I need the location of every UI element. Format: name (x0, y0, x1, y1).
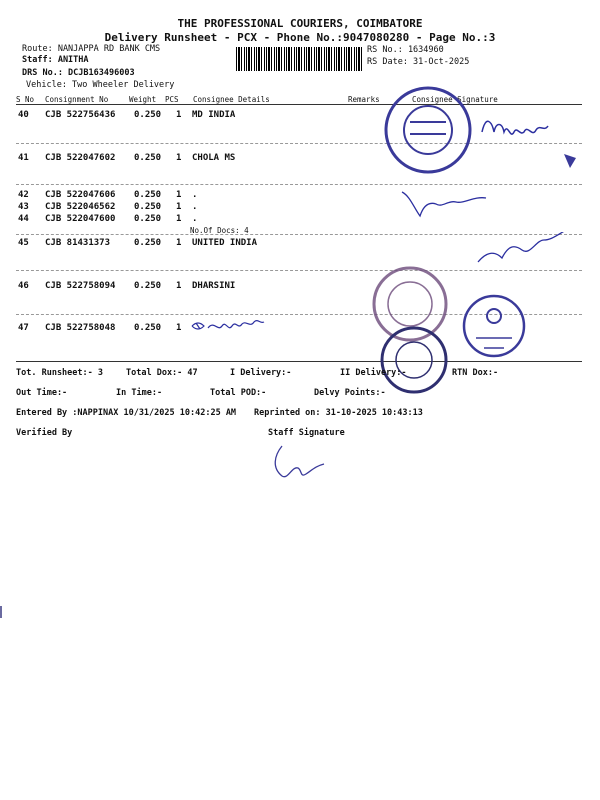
in-time: In Time:- (116, 388, 163, 398)
round-stamp (376, 322, 456, 402)
col-consignment: Consignment No (45, 95, 109, 104)
drs-label: DRS No.: DCJB163496003 (22, 68, 135, 78)
signature-rows-42-44 (396, 184, 506, 224)
delvy-points: Delvy Points:- (314, 388, 386, 398)
barcode (236, 47, 362, 71)
signature-row-40 (478, 112, 558, 142)
row-consignee: . (192, 214, 198, 224)
staff-label: Staff: ANITHA (22, 55, 89, 65)
rs-no: RS No.: 1634960 (367, 45, 444, 55)
bank-stamp (456, 288, 536, 368)
row-consignee: DHARSINI (192, 281, 236, 291)
row-sno: 46 (18, 281, 29, 291)
entered-by: Entered By :NAPPINAX 10/31/2025 10:42:25 AM (16, 408, 237, 418)
row-sno: 40 (18, 110, 29, 120)
row-weight: 0.250 (134, 238, 162, 248)
row-sno: 41 (18, 153, 29, 163)
scan-mark (0, 606, 2, 618)
row-pcs: 1 (176, 281, 182, 291)
md-india-stamp (380, 82, 480, 182)
row-weight: 0.250 (134, 190, 162, 200)
row-consignment: CJB 522756436 (45, 110, 116, 120)
row-pcs: 1 (176, 153, 182, 163)
row-consignment: CJB 522758048 (45, 323, 116, 333)
row-pcs: 1 (176, 214, 182, 224)
row-sno: 43 (18, 202, 29, 212)
row-sno: 47 (18, 323, 29, 333)
row-pcs: 1 (176, 323, 182, 333)
col-weight: Weight (129, 95, 157, 104)
verified-by: Verified By (16, 428, 73, 438)
ink-mark (560, 150, 584, 170)
handwritten-note (188, 318, 288, 338)
col-sno: S No (16, 95, 35, 104)
row-consignee: . (192, 190, 198, 200)
row-consignment: CJB 522047600 (45, 214, 116, 224)
vehicle-label: Vehicle: Two Wheeler Delivery (26, 80, 175, 90)
staff-signature (268, 440, 338, 485)
row-weight: 0.250 (134, 214, 162, 224)
row-pcs: 1 (176, 110, 182, 120)
company-title: THE PROFESSIONAL COURIERS, COIMBATORE (177, 17, 423, 30)
row-pcs: 1 (176, 202, 182, 212)
total-dox: Total Dox:- 47 (126, 368, 198, 378)
signature-row-45 (474, 232, 584, 282)
runsheet-subtitle: Delivery Runsheet - PCX - Phone No.:9047080280 - Page No.:3 (104, 31, 496, 44)
row-consignment: CJB 522047602 (45, 153, 116, 163)
i-delivery: I Delivery:- (230, 368, 292, 378)
col-signature: Consignee Signature (412, 95, 498, 104)
route-label: Route: NANJAPPA RD BANK CMS (22, 44, 161, 54)
row-weight: 0.250 (134, 281, 162, 291)
row-weight: 0.250 (134, 323, 162, 333)
ii-delivery: II Delivery:- (340, 368, 407, 378)
rtn-dox: RTN Dox:- (452, 368, 499, 378)
rs-date: RS Date: 31-Oct-2025 (367, 57, 470, 67)
row-pcs: 1 (176, 238, 182, 248)
tot-runsheet: Tot. Runsheet:- 3 (16, 368, 103, 378)
row-weight: 0.250 (134, 110, 162, 120)
row-consignee: CHOLA MS (192, 153, 236, 163)
col-pcs: PCS (165, 95, 179, 104)
row-sno: 44 (18, 214, 29, 224)
total-pod: Total POD:- (210, 388, 267, 398)
row-consignment: CJB 522046562 (45, 202, 116, 212)
row-weight: 0.250 (134, 153, 162, 163)
col-remarks: Remarks (348, 95, 380, 104)
row-consignment: CJB 522758094 (45, 281, 116, 291)
row-pcs: 1 (176, 190, 182, 200)
row-sno: 42 (18, 190, 29, 200)
row-consignment: CJB 522047606 (45, 190, 116, 200)
row-consignee: . (192, 202, 198, 212)
row-sno: 45 (18, 238, 29, 248)
no-of-docs: No.Of Docs: 4 (190, 226, 249, 235)
row-consignee: UNITED INDIA (192, 238, 258, 248)
out-time: Out Time:- (16, 388, 68, 398)
row-consignment: CJB 81431373 (45, 238, 111, 248)
col-consignee: Consignee Details (193, 95, 270, 104)
reprinted-on: Reprinted on: 31-10-2025 10:43:13 (254, 408, 423, 418)
row-weight: 0.250 (134, 202, 162, 212)
row-divider (16, 143, 582, 144)
row-consignee: MD INDIA (192, 110, 236, 120)
staff-signature-label: Staff Signature (268, 428, 345, 438)
header-divider (16, 104, 582, 105)
